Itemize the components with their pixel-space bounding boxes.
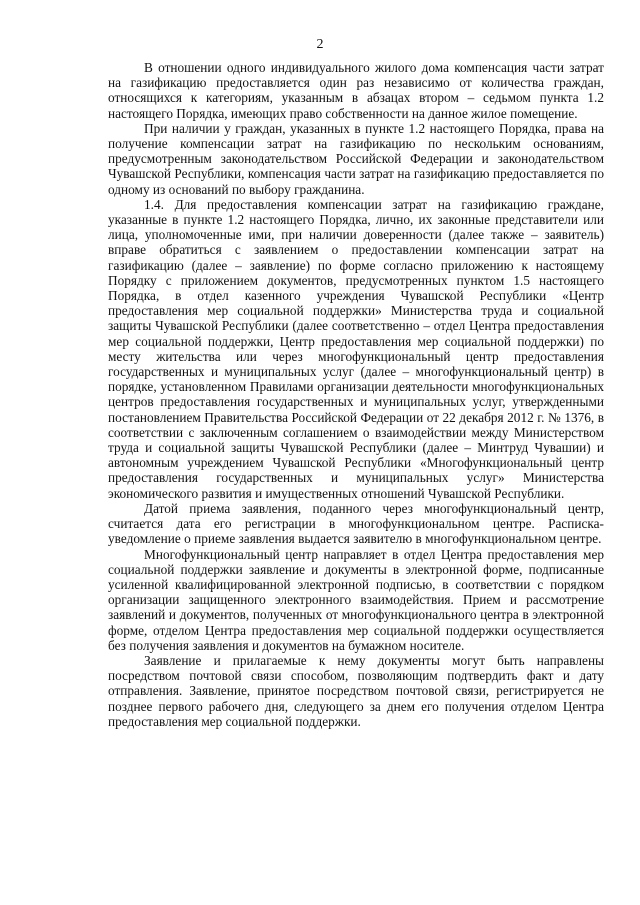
paragraph-electronic-transfer: Многофункциональный центр направляет в отдел Центра предоставления мер социальной поддержки заявление и документы в электронной форме, подписанные усиленной квалифицированной электронной подписью, в соответствии с порядком организации защищенного электронного взаимодействия. Прием и рассмотрение заявлений и документов, полученных от многофункционального центра в электронной форме, отделом Центра предоставления мер социальной поддержки осуществляется без получения заявления и документов на бумажном носителе. [108, 546, 604, 653]
paragraph-multiple-grounds: При наличии у граждан, указанных в пункте 1.2 настоящего Порядка, права на получение компенсации затрат на газификацию по нескольким основаниям, предусмотренным законодательством Российской Федерации и законодательством Чувашской Республики, компенсация части затрат на газификацию предоставляется по одному из оснований по выбору гражданина. [108, 120, 604, 197]
document-body [108, 60, 604, 729]
paragraph-postal-submission: Заявление и прилагаемые к нему документы могут быть направлены посредством почтовой связи способом, позволяющим подтвердить факт и дату отправления. Заявление, принятое посредством почтовой связи, регистрируется не позднее первого рабочего дня, следующего за днем его получения отделом Центра предоставления мер социальной поддержки. [108, 652, 604, 729]
paragraph-1-4-application: 1.4. Для предоставления компенсации затрат на газификацию граждане, указанные в пункте 1.2 настоящего Порядка, лично, их законные представители или лица, уполномоченные ими, при наличии доверенности (далее также – заявитель) вправе обратиться с заявлением о предоставлении компенсации затрат на газификацию (далее – заявление) по форме согласно приложению к настоящему Порядку с приложением документов, предусмотренных пунктом 1.5 настоящего Порядка, в отдел казенного учреждения Чувашской Республики «Центр предоставления мер социальной поддержки» Министерства труда и социальной защиты Чувашской Республики (далее соответственно – отдел Центра предоставления мер социальной поддержки, Центр предоставления мер социальной поддержки) по месту жительства или через многофункциональный центр предоставления государственных и муниципальных услуг (далее – многофункциональный центр) в порядке, установленном Правилами организации деятельности многофункциональных центров предоставления государственных и муниципальных услуг, утвержденными постановлением Правительства Российской Федерации от 22 декабря 2012 г. № 1376, в соответствии с заключенным соглашением о взаимодействии между Министерством труда и социальной защиты Чувашской Республики (далее – Минтруд Чувашии) и автономным учреждением Чувашской Республики «Многофункциональный центр предоставления государственных и муниципальных услуг» Министерства экономического развития и имущественных отношений Чувашской Республики. [108, 196, 604, 501]
paragraph-compensation-once: В отношении одного индивидуального жилого дома компенсация части затрат на газификацию предоставляется один раз независимо от количества граждан, относящихся к категориям, указанным в абзацах втором – седьмом пункта 1.2 настоящего Порядка, имеющих право собственности на данное жилое помещение. [108, 60, 604, 121]
paragraph-acceptance-date: Датой приема заявления, поданного через многофункциональный центр, считается дата его регистрации в многофункциональном центре. Расписка-уведомление о приеме заявления выдается заявителю в многофункциональном центре. [108, 500, 604, 547]
page-number: 2 [316, 37, 324, 52]
